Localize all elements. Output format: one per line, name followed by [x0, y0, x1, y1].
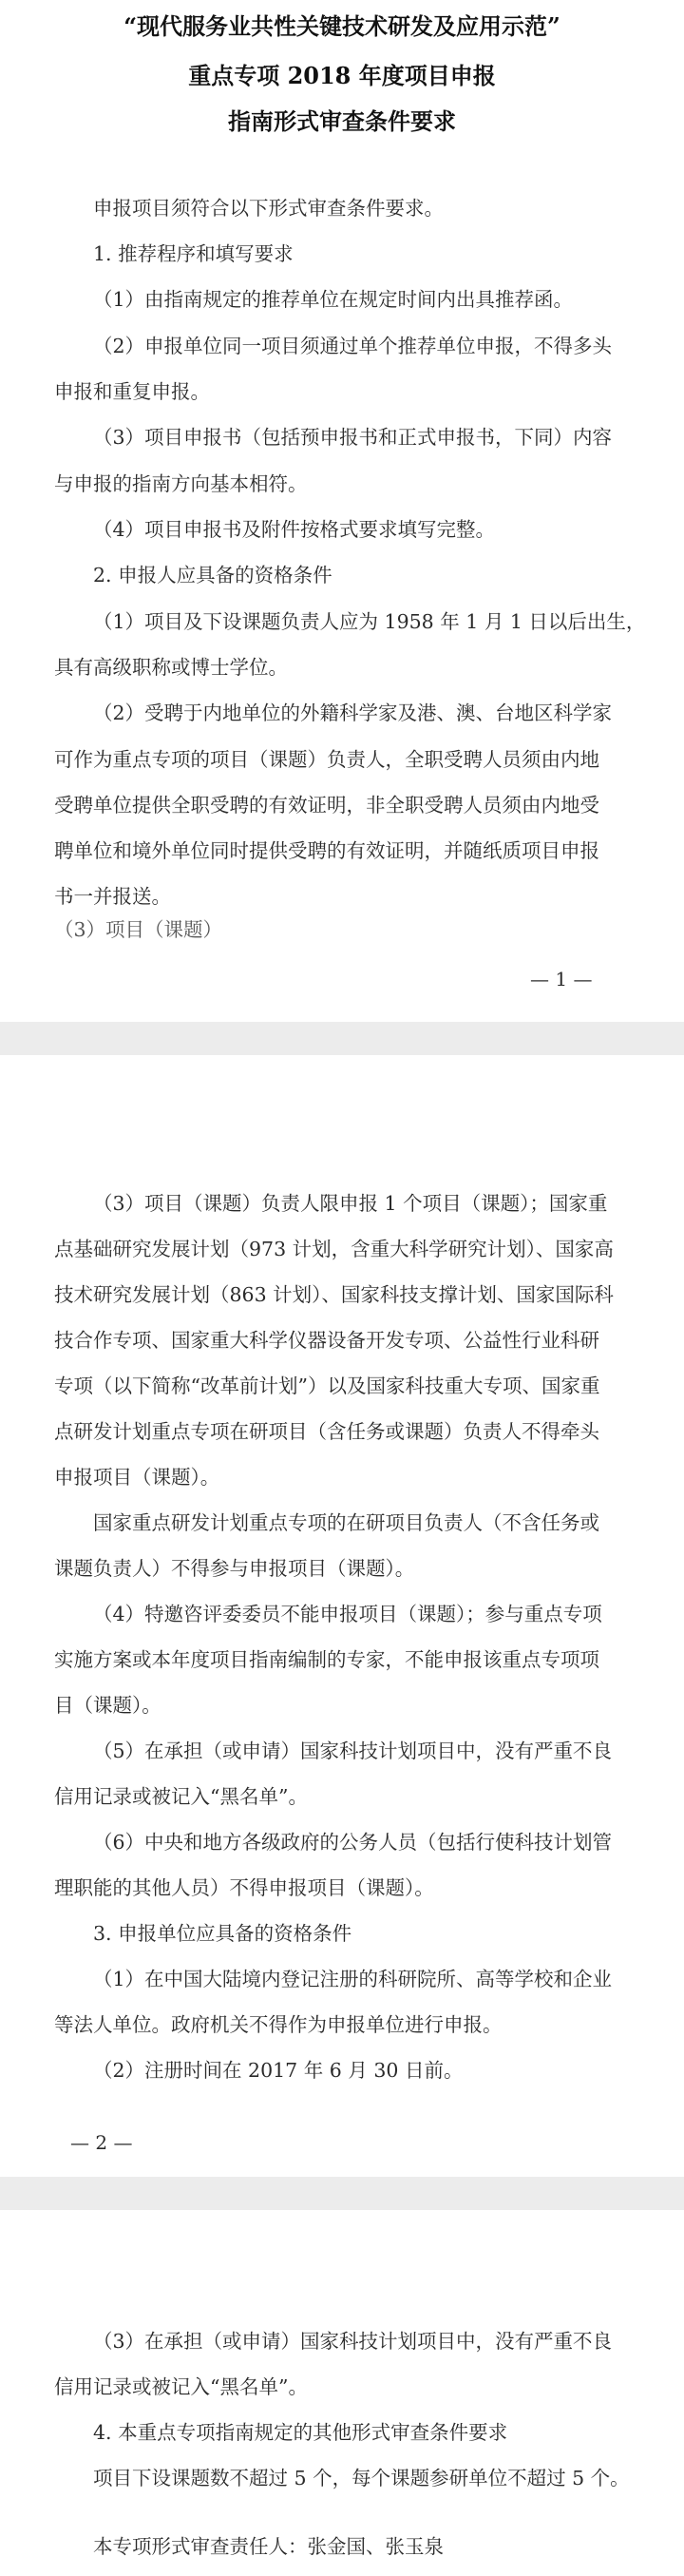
- paragraph-line: 目（课题）。: [54, 1694, 162, 1717]
- cut-off-text-line: （3）项目（课题）: [54, 918, 223, 941]
- paragraph-line: （1）项目及下设课题负责人应为 1958 年 1 月 1 日以后出生，: [93, 610, 646, 633]
- paragraph-line: （4）项目申报书及附件按格式要求填写完整。: [93, 518, 496, 541]
- paragraph-line: （6）中央和地方各级政府的公务人员（包括行使科技计划管: [93, 1831, 613, 1854]
- paragraph-line: 具有高级职称或博士学位。: [54, 656, 288, 679]
- paragraph-line: 国家重点研发计划重点专项的在研项目负责人（不含任务或: [93, 1511, 599, 1534]
- paragraph-line: 可作为重点专项的项目（课题）负责人，全职受聘人员须由内地: [54, 748, 599, 771]
- paragraph-line: 点基础研究发展计划（973 计划，含重大科学研究计划）、国家高: [54, 1238, 614, 1260]
- paragraph-line: 信用记录或被记入“黑名单”。: [54, 1785, 308, 1808]
- paragraph-line: （3）项目申报书（包括预申报书和正式申报书，下同）内容: [93, 426, 613, 449]
- paragraph-line: （3）项目（课题）负责人限申报 1 个项目（课题）；国家重: [93, 1192, 608, 1215]
- paragraph-line: 书一并报送。: [54, 885, 171, 908]
- paragraph-line: 申报项目须符合以下形式审查条件要求。: [93, 197, 444, 220]
- document-page-3: [0, 2210, 684, 2576]
- document-title-line-3: 指南形式审查条件要求: [228, 107, 456, 135]
- responsible-persons-line: 本专项形式审查责任人：张金国、张玉泉: [93, 2535, 444, 2558]
- section-heading: 3. 申报单位应具备的资格条件: [93, 1922, 352, 1945]
- paragraph-line: （1）由指南规定的推荐单位在规定时间内出具推荐函。: [93, 288, 574, 311]
- paragraph-line: 专项（以下简称“改革前计划”）以及国家科技重大专项、国家重: [54, 1375, 600, 1397]
- paragraph-line: 项目下设课题数不超过 5 个，每个课题参研单位不超过 5 个。: [93, 2467, 630, 2489]
- section-heading: 4. 本重点专项指南规定的其他形式审查条件要求: [93, 2421, 508, 2444]
- document-title-line-2: 重点专项 2018 年度项目申报: [188, 62, 496, 89]
- document-title-line-1: “现代服务业共性关键技术研发及应用示范”: [124, 12, 560, 40]
- paragraph-line: （2）受聘于内地单位的外籍科学家及港、澳、台地区科学家: [93, 702, 613, 724]
- paragraph-line: 技术研究发展计划（863 计划）、国家科技支撑计划、国家国际科: [54, 1283, 614, 1306]
- section-heading: 2. 申报人应具备的资格条件: [93, 564, 332, 586]
- paragraph-line: 课题负责人）不得参与申报项目（课题）。: [54, 1557, 415, 1580]
- paragraph-line: （1）在中国大陆境内登记注册的科研院所、高等学校和企业: [93, 1968, 613, 1990]
- paragraph-line: 申报和重复申报。: [54, 380, 210, 403]
- paragraph-line: 受聘单位提供全职受聘的有效证明，非全职受聘人员须由内地受: [54, 794, 599, 817]
- document-page-2: [0, 1055, 684, 2177]
- page-number: — 2 —: [70, 2131, 133, 2154]
- paragraph-line: （3）在承担（或申请）国家科技计划项目中，没有严重不良: [93, 2330, 613, 2353]
- paragraph-line: 理职能的其他人员）不得申报项目（课题）。: [54, 1876, 434, 1899]
- paragraph-line: 申报项目（课题）。: [54, 1466, 220, 1489]
- cut-off-text: [54, 918, 223, 941]
- paragraph-line: 等法人单位。政府机关不得作为申报单位进行申报。: [54, 2013, 503, 2036]
- paragraph-line: （4）特邀咨评委委员不能申报项目（课题）；参与重点专项: [93, 1603, 602, 1625]
- paragraph-line: （5）在承担（或申请）国家科技计划项目中，没有严重不良: [93, 1740, 613, 1762]
- paragraph-line: 技合作专项、国家重大科学仪器设备开发专项、公益性行业科研: [54, 1329, 599, 1352]
- document-page-1: [0, 0, 684, 1022]
- paragraph-line: 信用记录或被记入“黑名单”。: [54, 2375, 308, 2398]
- paragraph-line: 实施方案或本年度项目指南编制的专家，不能申报该重点专项项: [54, 1648, 599, 1671]
- page-number: — 1 —: [530, 968, 593, 990]
- paragraph-line: （2）申报单位同一项目须通过单个推荐单位申报，不得多头: [93, 335, 613, 357]
- paragraph-line: 聘单位和境外单位同时提供受聘的有效证明，并随纸质项目申报: [54, 839, 599, 862]
- section-heading: 1. 推荐程序和填写要求: [93, 242, 294, 265]
- paragraph-line: 点研发计划重点专项在研项目（含任务或课题）负责人不得牵头: [54, 1420, 599, 1443]
- paragraph-line: 与申报的指南方向基本相符。: [54, 472, 308, 495]
- paragraph-line: （2）注册时间在 2017 年 6 月 30 日前。: [93, 2059, 464, 2082]
